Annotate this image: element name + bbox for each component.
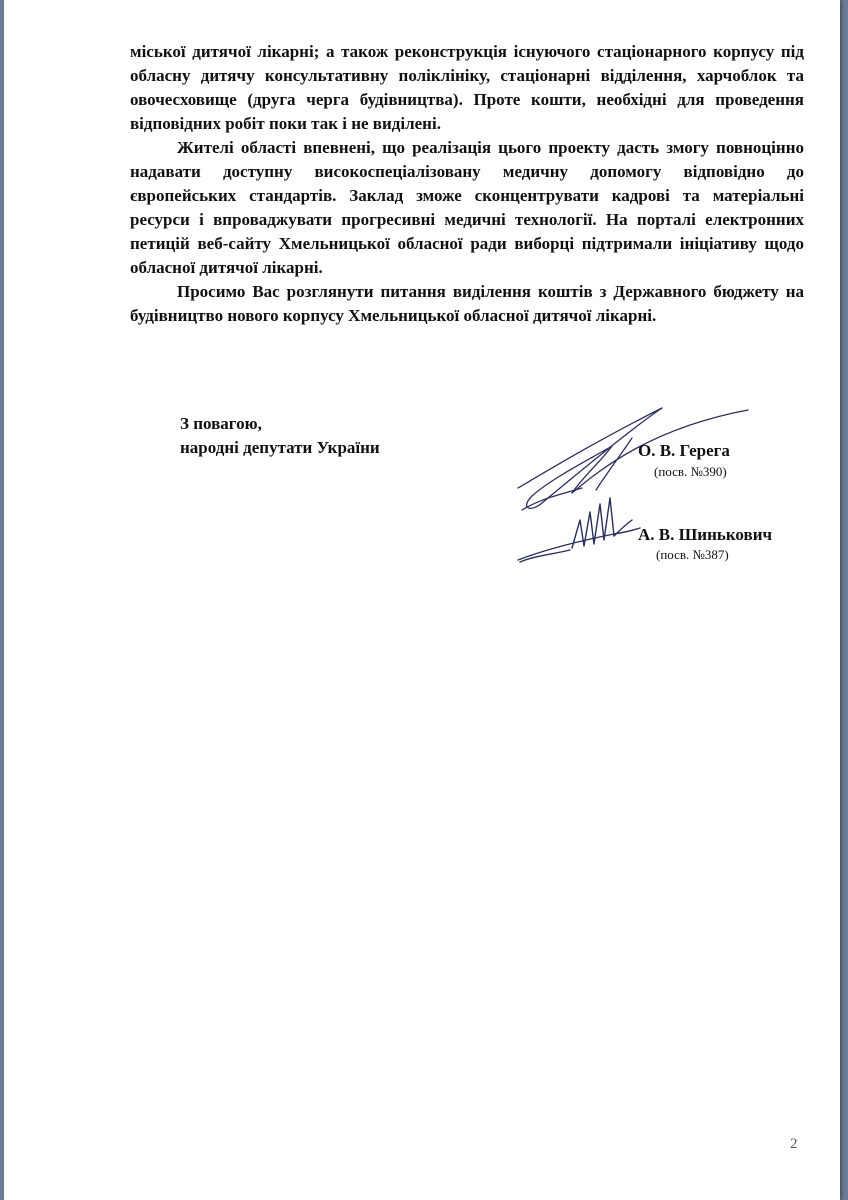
signature-shynkovych-image [514, 490, 644, 570]
signer-name-1: О. В. Герега [638, 441, 730, 460]
paragraph-continued: міської дитячої лікарні; а також реконструкція існуючого стаціонарного корпусу під обласну дитячу консультативну поліклініку, стаціонарні відділення, харчоблок та овочесховище (друга черга будівництва). Проте кошти, необхідні для проведення відповідних робіт поки так і не виділені. [130, 42, 804, 133]
signer-name-2: А. В. Шинькович [638, 525, 773, 544]
paragraph-residents: Жителі області впевнені, що реалізація цього проекту дасть змогу повноцінно надавати доступну високоспеціалізовану медичну допомогу відповідно до європейських стандартів. Заклад зможе сконцентрувати кадрові та матеріальні ресурси і впроваджувати прогресивні медичні технології. На порталі електронних петицій веб-сайту Хмельницької обласної ради виборці підтримали ініціативу щодо обласної дитячої лікарні. [130, 138, 804, 277]
paragraph-request: Просимо Вас розглянути питання виділення коштів з Державного бюджету на будівництво нового корпусу Хмельницької обласної дитячої лікарні. [130, 282, 804, 325]
signer-id-2: (посв. №387) [656, 547, 729, 562]
signer-id-1: (посв. №390) [654, 464, 727, 479]
page-number: 2 [790, 1136, 798, 1152]
closing-salutation: З повагою, [180, 414, 262, 433]
document-page [4, 0, 840, 1200]
letter-body [130, 40, 804, 328]
closing-signatories-title: народні депутати України [180, 438, 380, 457]
closing-block [180, 412, 380, 460]
